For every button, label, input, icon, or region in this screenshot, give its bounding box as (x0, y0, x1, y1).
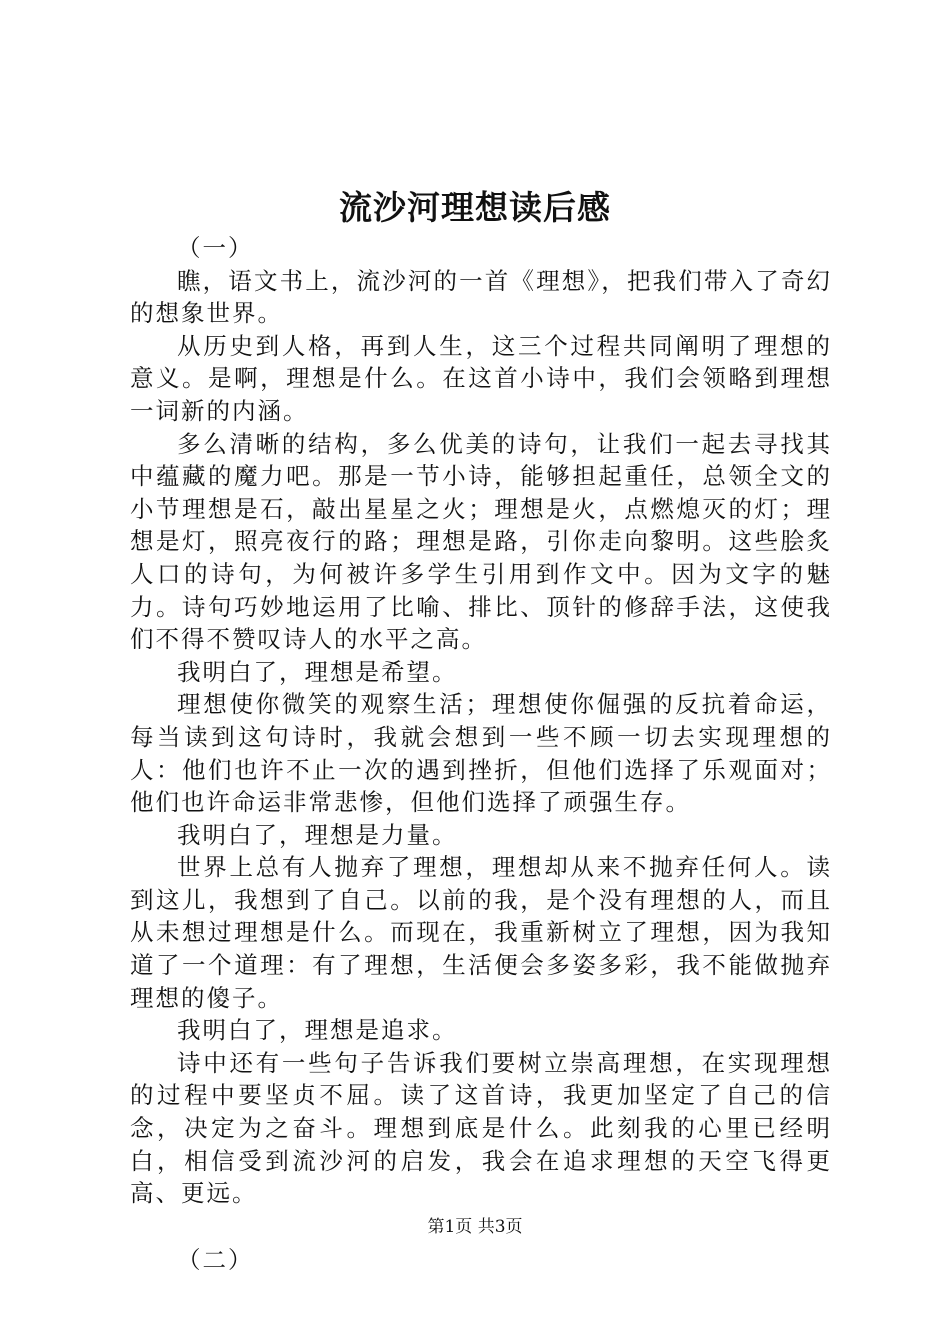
paragraph: 从历史到人格，再到人生，这三个过程共同阐明了理想的意义。是啊，理想是什么。在这首小诗中，我们会领略到理想一词新的内涵。 (130, 331, 832, 425)
paragraph: 理想使你微笑的观察生活；理想使你倔强的反抗着命运，每当读到这句诗时，我就会想到一些不顾一切去实现理想的人：他们也许不止一次的遇到挫折，但他们选择了乐观面对；他们也许命运非常悲惨，但他们选择了顽强生存。 (130, 690, 832, 817)
document-body (130, 232, 832, 1276)
document-title: 流沙河理想读后感 (339, 188, 611, 227)
paragraph: 诗中还有一些句子告诉我们要树立崇高理想，在实现理想的过程中要坚贞不屈。读了这首诗，我更加坚定了自己的信念，决定为之奋斗。理想到底是什么。此刻我的心里已经明白，相信受到流沙河的启发，我会在追求理想的天空飞得更高、更远。 (130, 1048, 832, 1208)
paragraph: 我明白了，理想是追求。 (177, 1016, 458, 1045)
paragraph: 多么清晰的结构，多么优美的诗句，让我们一起去寻找其中蕴藏的魔力吧。那是一节小诗，能够担起重任，总领全文的小节理想是石，敲出星星之火；理想是火，点燃熄灭的灯；理想是灯，照亮夜行的路；理想是路，引你走向黎明。这些脍炙人口的诗句，为何被许多学生引用到作文中。因为文字的魅力。诗句巧妙地运用了比喻、排比、顶针的修辞手法，这使我们不得不赞叹诗人的水平之高。 (130, 429, 832, 654)
paragraph: 我明白了，理想是希望。 (177, 657, 458, 686)
paragraph: 瞧，语文书上，流沙河的一首《理想》，把我们带入了奇幻的想象世界。 (130, 266, 832, 328)
paragraph: 世界上总有人抛弃了理想，理想却从来不抛弃任何人。读到这儿，我想到了自己。以前的我，是个没有理想的人，而且从未想过理想是什么。而现在，我重新树立了理想，因为我知道了一个道理：有了理想，生活便会多姿多彩，我不能做抛弃理想的傻子。 (130, 853, 832, 1012)
section-heading-one: （一） (177, 234, 254, 262)
section-heading-two: （二） (177, 1245, 254, 1274)
paragraph: 我明白了，理想是力量。 (177, 820, 458, 849)
page-footer: 第1页 共3页 (427, 1217, 523, 1237)
